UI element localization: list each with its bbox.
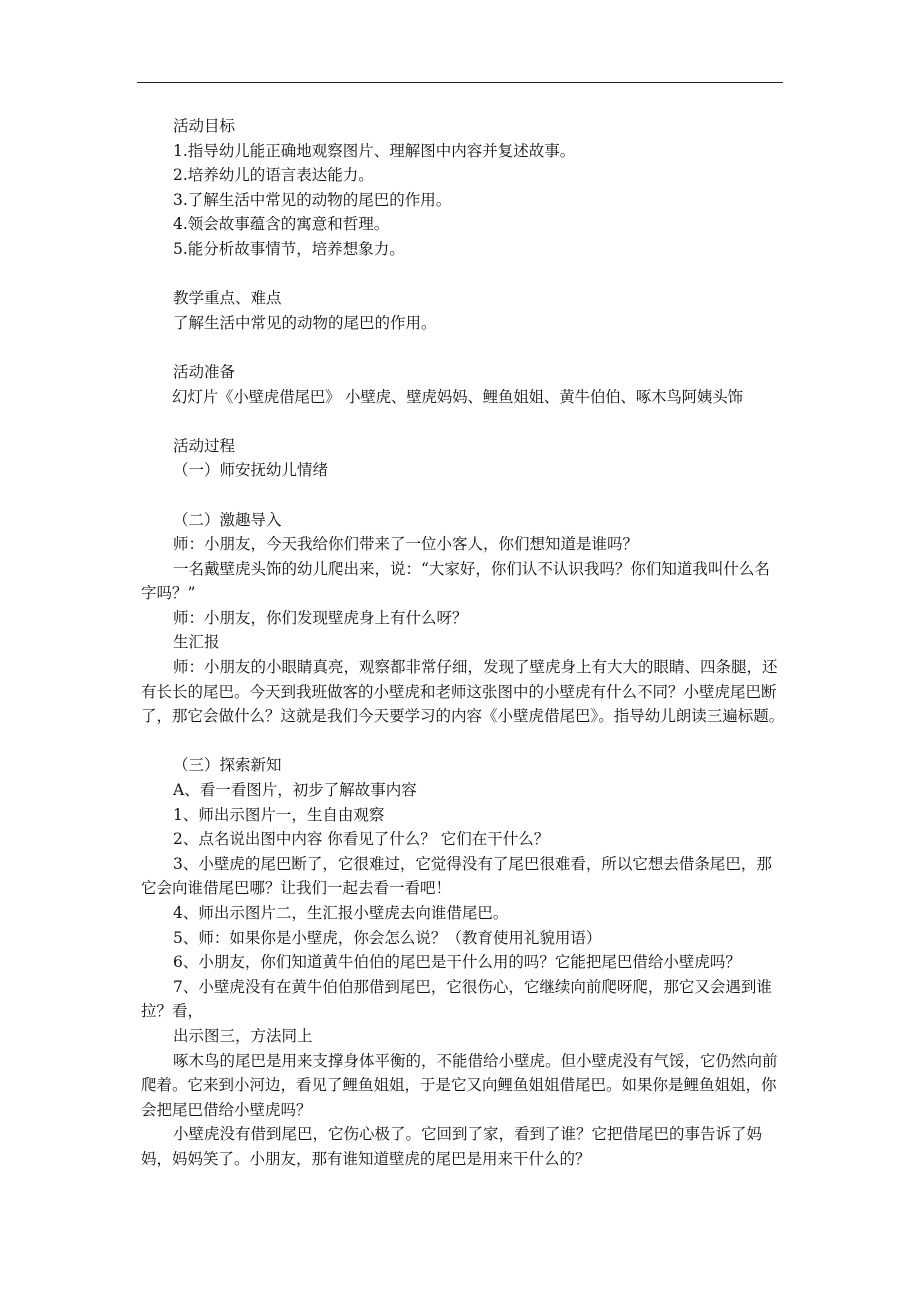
- document-body: [141, 114, 785, 1172]
- prep-text: 幻灯片《小壁虎借尾巴》 小壁虎、壁虎妈妈、鲤鱼姐姐、黄牛伯伯、啄木鸟阿姨头饰: [172, 387, 743, 406]
- step-3-line-8: 7、小壁虎没有在黄牛伯伯那借到尾巴，它很伤心，它继续向前爬呀爬，那它又会遇到谁拉？看，: [141, 977, 772, 1021]
- process-heading: 活动过程: [173, 436, 236, 455]
- goal-item-1: 1.指导幼儿能正确地观察图片、理解图中内容并复述故事。: [173, 141, 576, 160]
- goals-heading: 活动目标: [173, 117, 236, 135]
- step-2-line-1: 师：小朋友，今天我给你们带来了一位小客人，你们想知道是谁吗？: [173, 535, 639, 554]
- focus-text: 了解生活中常见的动物的尾巴的作用。: [173, 313, 437, 332]
- step-3-line-2: 1、师出示图片一，生自由观察: [173, 805, 385, 824]
- step-3-line-11: 小壁虎没有借到尾巴，它伤心极了。它回到了家，看到了谁？它把借尾巴的事告诉了妈妈，妈妈笑了。小朋友，那有谁知道壁虎的尾巴是用来干什么的？: [141, 1125, 763, 1168]
- prep-heading: 活动准备: [173, 362, 236, 381]
- goal-item-2: 2.培养幼儿的语言表达能力。: [173, 166, 374, 185]
- goal-item-5: 5.能分析故事情节，培养想象力。: [173, 239, 405, 258]
- goal-item-4: 4.领会故事蕴含的寓意和哲理。: [173, 215, 390, 234]
- goal-item-3: 3.了解生活中常见的动物的尾巴的作用。: [173, 190, 452, 209]
- step-2-line-4: 生汇报: [173, 633, 220, 652]
- step-2-line-3: 师：小朋友，你们发现壁虎身上有什么呀？: [173, 608, 468, 627]
- step-3-line-5: 4、师出示图片二，生汇报小壁虎去向谁借尾巴。: [173, 904, 509, 922]
- step-3-line-6: 5、师：如果你是小壁虎，你会怎么说？（教育使用礼貌用语）: [173, 928, 602, 947]
- process-step-3-title: （三）探索新知: [173, 756, 282, 775]
- step-3-line-10: 啄木鸟的尾巴是用来支撑身体平衡的，不能借给小壁虎。但小壁虎没有气馁，它仍然向前爬着。它来到小河边，看见了鲤鱼姐姐，于是它又向鲤鱼姐姐借尾巴。如果你是鲤鱼姐姐，你会把尾巴借给小壁虎吗？: [141, 1051, 778, 1119]
- process-step-2-title: （二）激趣导入: [173, 510, 282, 529]
- header-rule: [137, 82, 783, 83]
- step-3-line-1: A、看一看图片，初步了解故事内容: [173, 781, 417, 800]
- focus-heading: 教学重点、难点: [173, 289, 282, 308]
- step-3-line-3: 2、点名说出图中内容 你看见了什么？ 它们在干什么？: [173, 830, 550, 849]
- step-3-line-9: 出示图三，方法同上: [173, 1026, 313, 1045]
- step-3-line-7: 6、小朋友，你们知道黄牛伯伯的尾巴是干什么用的吗？它能把尾巴借给小壁虎吗？: [173, 953, 741, 972]
- step-2-line-2: 一名戴壁虎头饰的幼儿爬出来，说：“大家好，你们认不认识我吗？你们知道我叫什么名字吗？”: [141, 559, 770, 603]
- step-2-line-5: 师：小朋友的小眼睛真亮，观察都非常仔细，发现了壁虎身上有大大的眼睛、四条腿，还有长长的尾巴。今天到我班做客的小壁虎和老师这张图中的小壁虎有什么不同？小壁虎尾巴断了，那它会做什么？这就是我们今天要学习的内容《小壁虎借尾巴》。指导幼儿朗读三遍标题。: [141, 658, 785, 726]
- step-3-line-4: 3、小壁虎的尾巴断了，它很难过，它觉得没有了尾巴很难看，所以它想去借条尾巴，那它会向谁借尾巴哪？让我们一起去看一看吧！: [141, 854, 772, 898]
- process-step-1: （一）师安抚幼儿情绪: [173, 461, 329, 480]
